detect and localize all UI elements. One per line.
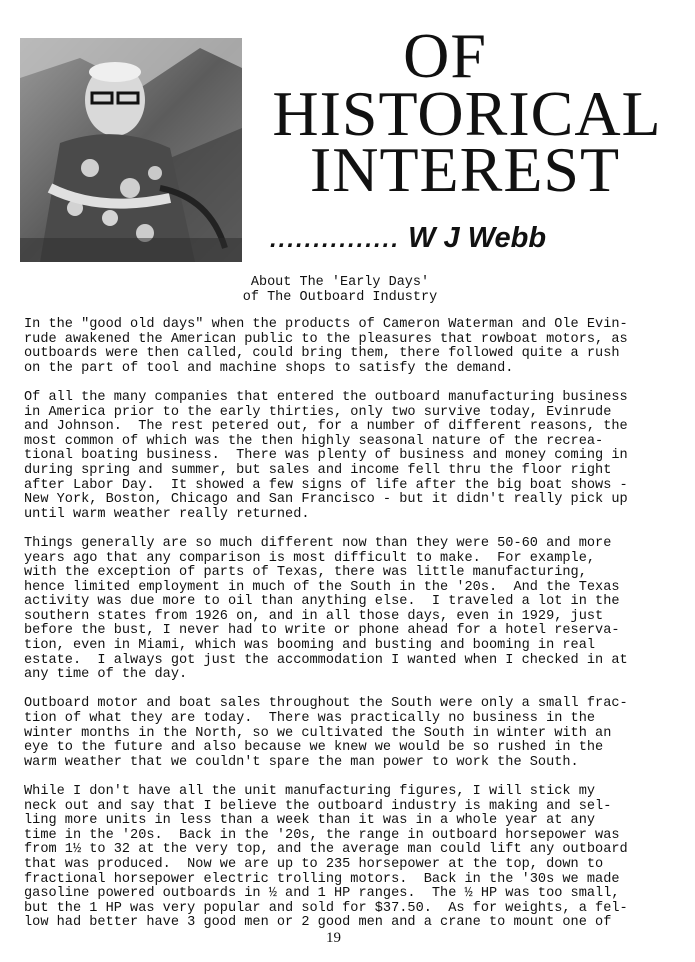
text-line: rude awakened the American public to the pleasures that rowboat motors, as: [24, 331, 628, 347]
text-line: time in the '20s. Back in the '20s, the range in outboard horsepower was: [24, 827, 620, 843]
text-line: in America prior to the early thirties, only two survive today, Evinrude: [24, 404, 612, 420]
text-line: While I don't have all the unit manufacturing figures, I will stick my: [24, 784, 596, 799]
text-line: years ago that any comparison is most difficult to make. For example,: [24, 550, 596, 566]
text-line: but the 1 HP was very popular and sold for $37.50. As for weights, a fel-: [24, 900, 628, 916]
text-line: gasoline powered outboards in ½ and 1 HP ranges. The ½ HP was too small,: [24, 886, 620, 902]
author-photo: [20, 38, 242, 262]
text-line: Of all the many companies that entered the outboard manufacturing business: [24, 389, 628, 405]
subtitle-line-2: of The Outboard Industry: [242, 290, 438, 305]
text-line: during spring and summer, but sales and income fell thru the floor right: [24, 462, 612, 478]
text-line: with the exception of parts of Texas, there was little manufacturing,: [24, 565, 587, 581]
article-body: [24, 318, 684, 946]
text-line: until warm weather really returned.: [24, 506, 310, 522]
text-line: before the bust, I never had to write or phone ahead for a hotel reserva-: [24, 623, 620, 639]
text-line: ling more units in less than a week than it was in a whole year at any: [24, 813, 596, 829]
text-line: warm weather that we couldn't spare the man power to work the South.: [24, 754, 579, 770]
paragraph: [24, 697, 684, 770]
text-line: that was produced. Now we are up to 235 horsepower at the top, down to: [24, 856, 604, 872]
text-line: on the part of tool and machine shops to satisfy the demand.: [24, 360, 514, 376]
text-line: most common of which was the then highly seasonal nature of the recrea-: [24, 433, 604, 449]
text-line: activity was due more to oil than anything else. I traveled a lot in the: [24, 594, 620, 610]
text-line: Outboard motor and boat sales throughout the South were only a small frac-: [24, 696, 628, 712]
text-line: after Labor Day. It showed a few signs of life after the big boat shows -: [24, 477, 628, 493]
text-line: and Johnson. The rest petered out, for a number of different reasons, the: [24, 419, 628, 435]
text-line: tion, even in Miami, which was booming and busting and booming in real: [24, 638, 596, 654]
text-line: neck out and say that I believe the outboard industry is making and sel-: [24, 798, 612, 814]
paragraph: [24, 785, 684, 931]
text-line: estate. I always got just the accommodation I wanted when I checked in at: [24, 652, 628, 668]
text-line: fractional horsepower electric trolling motors. Back in the '30s we made: [24, 871, 620, 887]
text-line: tion of what they are today. There was practically no business in the: [24, 711, 596, 727]
text-line: outboards were then called, could bring them, there followed quite a rush: [24, 346, 620, 362]
author-name: W J Webb: [408, 222, 547, 254]
title-line-of: OF: [403, 20, 487, 91]
text-line: eye to the future and also because we knew we would be so rushed in the: [24, 740, 604, 756]
text-line: tional boating business. There was plenty of business and money coming in: [24, 448, 628, 464]
paragraph: [24, 391, 684, 522]
text-line: low had better have 3 good men or 2 good men and a crane to mount one of: [24, 915, 612, 931]
page-number: 19: [326, 930, 341, 946]
text-line: In the "good old days" when the products of Cameron Waterman and Ole Evin-: [24, 317, 628, 332]
byline-dots: ...............: [270, 226, 401, 253]
text-line: any time of the day.: [24, 667, 188, 683]
subtitle-line-1: About The 'Early Days': [250, 275, 430, 290]
text-line: from 1½ to 32 at the very top, and the average man could lift any outboard: [24, 842, 628, 858]
title-line-interest: INTEREST: [309, 134, 621, 205]
text-line: hence limited employment in much of the South in the '20s. And the Texas: [24, 579, 620, 595]
text-line: southern states from 1926 on, and in all those days, even in 1929, just: [24, 608, 604, 624]
text-line: Things generally are so much different now than they were 50-60 and more: [24, 535, 612, 551]
text-line: winter months in the North, so we cultivated the South in winter with an: [24, 725, 612, 741]
text-line: New York, Boston, Chicago and San Francisco - but it didn't really pick up: [24, 492, 628, 508]
paragraph: [24, 318, 684, 376]
byline: [270, 222, 546, 255]
title-line-historical: HISTORICAL: [272, 78, 662, 149]
paragraph: [24, 537, 684, 683]
